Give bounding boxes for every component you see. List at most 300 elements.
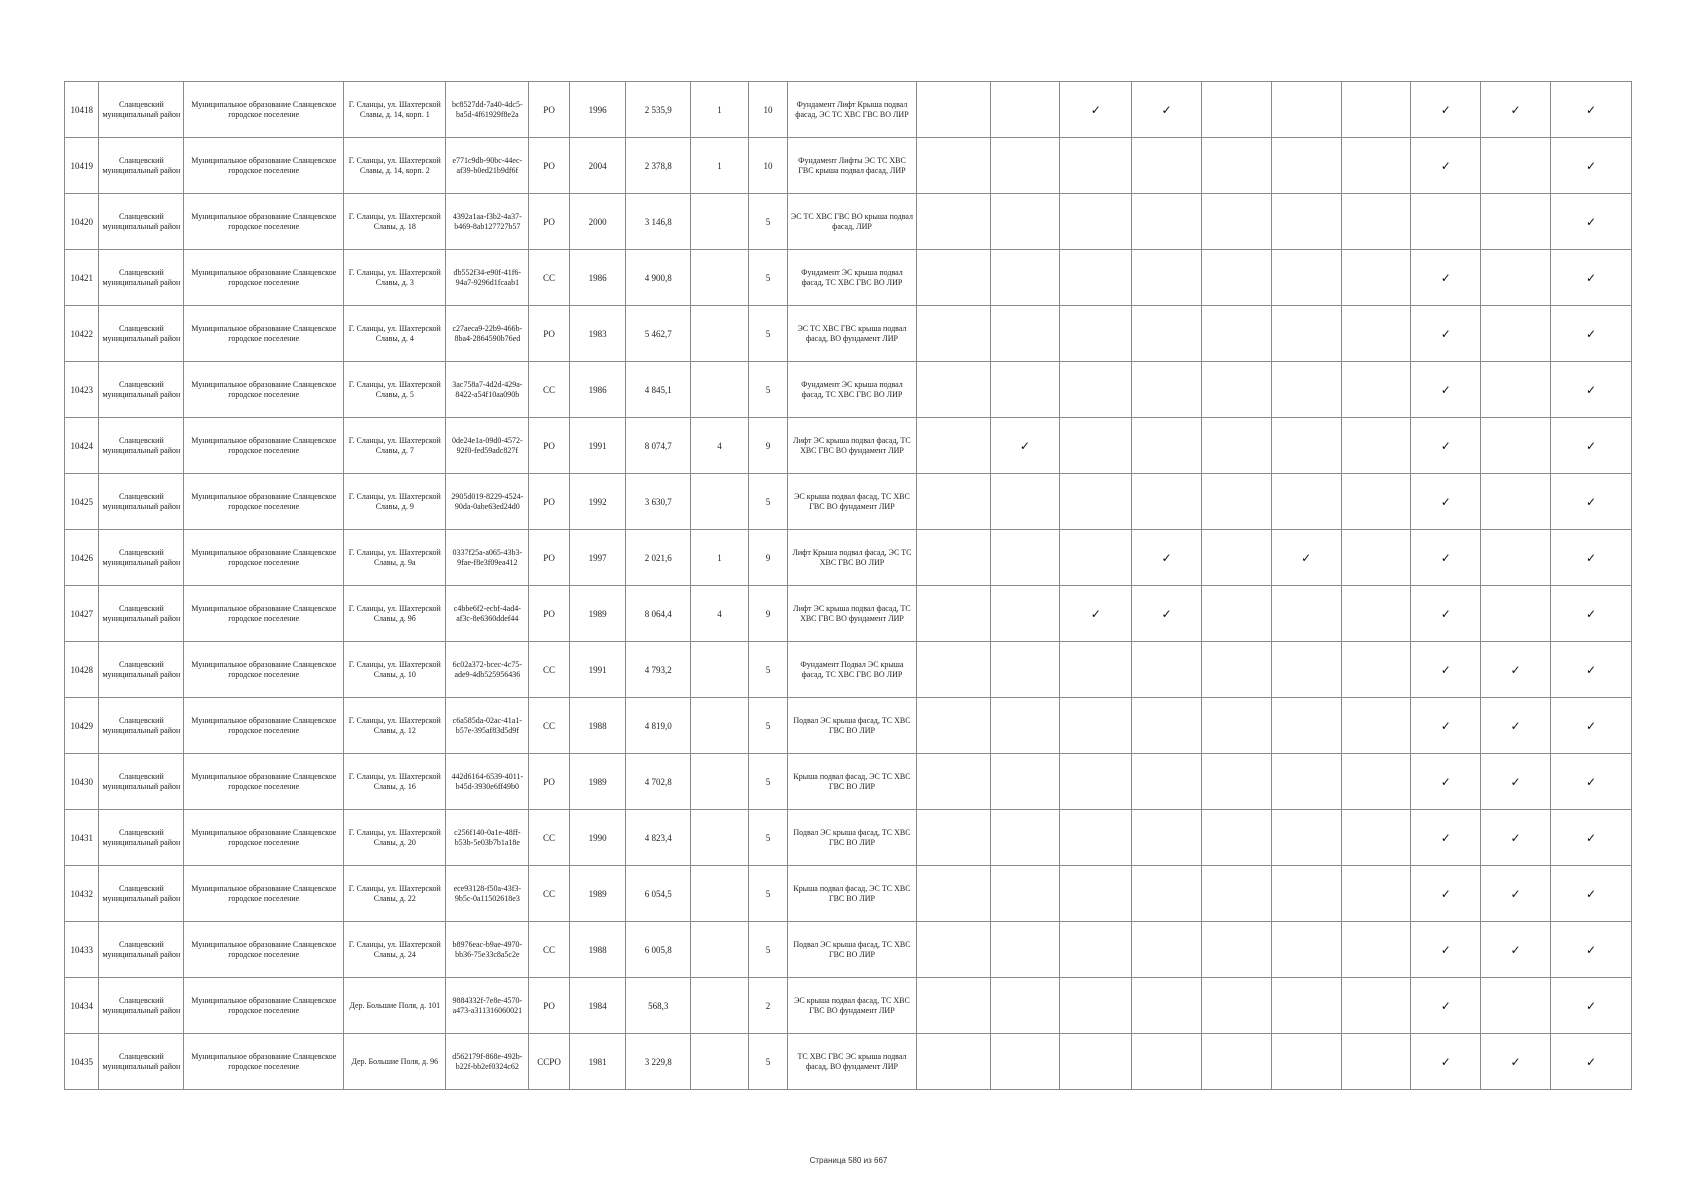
district-cell: Сланцевский муниципальный район [99, 418, 184, 474]
row-id-cell: 10422 [65, 306, 99, 362]
work-check-cell-5 [1201, 418, 1271, 474]
work-check-cell-8 [1411, 810, 1481, 866]
checkmark-icon: ✓ [1585, 1054, 1596, 1069]
work-check-cell-3 [1060, 754, 1132, 810]
checkmark-icon: ✓ [1440, 158, 1451, 173]
year-cell: 1988 [569, 922, 626, 978]
guid-cell: 2905d019-8229-4524-90da-0abe63ed24d0 [446, 474, 529, 530]
address-cell: Г. Сланцы, ул. Шахтерской Славы, д. 4 [344, 306, 446, 362]
checkmark-icon: ✓ [1585, 326, 1596, 341]
work-check-cell-10 [1550, 1034, 1631, 1090]
year-cell: 1989 [569, 866, 626, 922]
work-check-cell-2 [990, 642, 1060, 698]
work-check-cell-4 [1132, 362, 1202, 418]
work-check-cell-9 [1481, 138, 1551, 194]
work-check-cell-10 [1550, 474, 1631, 530]
work-check-cell-8 [1411, 530, 1481, 586]
floors-cell: 2 [748, 978, 787, 1034]
works-cell: Фундамент Лифты ЭС ТС ХВС ГВС крыша подвал фасад, ЛИР [788, 138, 916, 194]
year-cell: 2004 [569, 138, 626, 194]
work-check-cell-8 [1411, 698, 1481, 754]
work-check-cell-3 [1060, 978, 1132, 1034]
work-check-cell-9 [1481, 922, 1551, 978]
checkmark-icon: ✓ [1585, 214, 1596, 229]
checkmark-icon: ✓ [1585, 886, 1596, 901]
area-cell: 4 702,8 [626, 754, 691, 810]
work-check-cell-6 [1271, 194, 1341, 250]
checkmark-icon: ✓ [1585, 494, 1596, 509]
work-check-cell-6 [1271, 250, 1341, 306]
works-cell: ЭС ТС ХВС ГВС ВО крыша подвал фасад, ЛИР [788, 194, 916, 250]
floors-cell: 5 [748, 362, 787, 418]
work-check-cell-4 [1132, 418, 1202, 474]
row-id-cell: 10430 [65, 754, 99, 810]
area-cell: 2 021,6 [626, 530, 691, 586]
checkmark-icon: ✓ [1440, 998, 1451, 1013]
year-cell: 1983 [569, 306, 626, 362]
checkmark-icon: ✓ [1440, 102, 1451, 117]
work-check-cell-1 [916, 698, 990, 754]
works-cell: Лифт ЭС крыша подвал фасад, ТС ХВС ГВС ВО фундамент ЛИР [788, 418, 916, 474]
work-check-cell-9 [1481, 362, 1551, 418]
table-row [65, 810, 1632, 866]
guid-cell: 4392a1aa-f3b2-4a37-b469-8ab127727b57 [446, 194, 529, 250]
year-cell: 1996 [569, 82, 626, 138]
work-check-cell-4 [1132, 138, 1202, 194]
work-check-cell-10 [1550, 362, 1631, 418]
work-check-cell-6 [1271, 530, 1341, 586]
work-check-cell-10 [1550, 866, 1631, 922]
checkmark-icon: ✓ [1090, 102, 1101, 117]
work-check-cell-4 [1132, 586, 1202, 642]
work-check-cell-3 [1060, 642, 1132, 698]
work-check-cell-7 [1341, 1034, 1411, 1090]
guid-cell: c6a585da-02ac-41a1-b57e-395af83d5d9f [446, 698, 529, 754]
checkmark-icon: ✓ [1510, 102, 1521, 117]
table-row [65, 194, 1632, 250]
work-check-cell-7 [1341, 922, 1411, 978]
building-type-cell: РО [529, 978, 569, 1034]
work-check-cell-7 [1341, 250, 1411, 306]
work-check-cell-4 [1132, 82, 1202, 138]
work-check-cell-4 [1132, 250, 1202, 306]
work-check-cell-3 [1060, 810, 1132, 866]
work-check-cell-3 [1060, 1034, 1132, 1090]
work-check-cell-8 [1411, 978, 1481, 1034]
building-type-cell: СС [529, 866, 569, 922]
year-cell: 2000 [569, 194, 626, 250]
lifts-cell: 4 [691, 586, 749, 642]
district-cell: Сланцевский муниципальный район [99, 362, 184, 418]
work-check-cell-1 [916, 810, 990, 866]
table-row [65, 138, 1632, 194]
building-type-cell: РО [529, 306, 569, 362]
row-id-cell: 10431 [65, 810, 99, 866]
work-check-cell-3 [1060, 138, 1132, 194]
address-cell: Г. Сланцы, ул. Шахтерской Славы, д. 24 [344, 922, 446, 978]
area-cell: 4 900,8 [626, 250, 691, 306]
year-cell: 1992 [569, 474, 626, 530]
work-check-cell-3 [1060, 922, 1132, 978]
works-cell: Крыша подвал фасад, ЭС ТС ХВС ГВС ВО ЛИР [788, 866, 916, 922]
table-row [65, 922, 1632, 978]
municipality-cell: Муниципальное образование Сланцевское городское поселение [184, 474, 344, 530]
works-cell: ЭС крыша подвал фасад, ТС ХВС ГВС ВО фундамент ЛИР [788, 474, 916, 530]
checkmark-icon: ✓ [1585, 830, 1596, 845]
guid-cell: 0337f25a-a065-43b3-9fae-f8e3f09ea412 [446, 530, 529, 586]
municipality-cell: Муниципальное образование Сланцевское городское поселение [184, 810, 344, 866]
address-cell: Дер. Большие Поля, д. 101 [344, 978, 446, 1034]
work-check-cell-5 [1201, 586, 1271, 642]
work-check-cell-4 [1132, 866, 1202, 922]
municipality-cell: Муниципальное образование Сланцевское городское поселение [184, 698, 344, 754]
work-check-cell-2 [990, 474, 1060, 530]
checkmark-icon: ✓ [1161, 102, 1172, 117]
work-check-cell-7 [1341, 306, 1411, 362]
building-type-cell: РО [529, 82, 569, 138]
work-check-cell-2 [990, 194, 1060, 250]
checkmark-icon: ✓ [1585, 438, 1596, 453]
work-check-cell-8 [1411, 642, 1481, 698]
work-check-cell-1 [916, 586, 990, 642]
work-check-cell-9 [1481, 866, 1551, 922]
year-cell: 1989 [569, 586, 626, 642]
year-cell: 1986 [569, 250, 626, 306]
address-cell: Г. Сланцы, ул. Шахтерской Славы, д. 9 [344, 474, 446, 530]
checkmark-icon: ✓ [1510, 830, 1521, 845]
checkmark-icon: ✓ [1585, 606, 1596, 621]
work-check-cell-5 [1201, 138, 1271, 194]
work-check-cell-8 [1411, 362, 1481, 418]
work-check-cell-9 [1481, 754, 1551, 810]
year-cell: 1984 [569, 978, 626, 1034]
work-check-cell-6 [1271, 866, 1341, 922]
lifts-cell [691, 922, 749, 978]
area-cell: 4 819,0 [626, 698, 691, 754]
district-cell: Сланцевский муниципальный район [99, 194, 184, 250]
work-check-cell-8 [1411, 250, 1481, 306]
work-check-cell-2 [990, 362, 1060, 418]
table-row [65, 82, 1632, 138]
work-check-cell-1 [916, 978, 990, 1034]
work-check-cell-6 [1271, 586, 1341, 642]
floors-cell: 9 [748, 530, 787, 586]
guid-cell: 6c02a372-bcec-4c75-ade9-4db525956436 [446, 642, 529, 698]
table-body [65, 82, 1632, 1090]
checkmark-icon: ✓ [1440, 326, 1451, 341]
area-cell: 2 535,9 [626, 82, 691, 138]
building-type-cell: СС [529, 362, 569, 418]
area-cell: 5 462,7 [626, 306, 691, 362]
address-cell: Г. Сланцы, ул. Шахтерской Славы, д. 12 [344, 698, 446, 754]
floors-cell: 5 [748, 194, 787, 250]
work-check-cell-9 [1481, 530, 1551, 586]
work-check-cell-1 [916, 418, 990, 474]
work-check-cell-4 [1132, 306, 1202, 362]
area-cell: 6 005,8 [626, 922, 691, 978]
work-check-cell-4 [1132, 810, 1202, 866]
work-check-cell-10 [1550, 250, 1631, 306]
year-cell: 1981 [569, 1034, 626, 1090]
checkmark-icon: ✓ [1161, 606, 1172, 621]
district-cell: Сланцевский муниципальный район [99, 82, 184, 138]
works-cell: Подвал ЭС крыша фасад, ТС ХВС ГВС ВО ЛИР [788, 922, 916, 978]
checkmark-icon: ✓ [1510, 718, 1521, 733]
work-check-cell-5 [1201, 530, 1271, 586]
work-check-cell-10 [1550, 698, 1631, 754]
work-check-cell-10 [1550, 82, 1631, 138]
guid-cell: bc8527dd-7a40-4dc5-ba5d-4f61929f8e2a [446, 82, 529, 138]
works-cell: Лифт Крыша подвал фасад, ЭС ТС ХВС ГВС ВО ЛИР [788, 530, 916, 586]
work-check-cell-4 [1132, 978, 1202, 1034]
work-check-cell-3 [1060, 474, 1132, 530]
checkmark-icon: ✓ [1440, 382, 1451, 397]
work-check-cell-5 [1201, 642, 1271, 698]
guid-cell: e771c9db-90bc-44ec-af39-b0ed21b9df6f [446, 138, 529, 194]
work-check-cell-2 [990, 922, 1060, 978]
work-check-cell-4 [1132, 754, 1202, 810]
address-cell: Г. Сланцы, ул. Шахтерской Славы, д. 18 [344, 194, 446, 250]
work-check-cell-5 [1201, 922, 1271, 978]
building-type-cell: РО [529, 586, 569, 642]
work-check-cell-5 [1201, 866, 1271, 922]
checkmark-icon: ✓ [1585, 158, 1596, 173]
work-check-cell-5 [1201, 698, 1271, 754]
work-check-cell-8 [1411, 82, 1481, 138]
guid-cell: d562179f-868e-492b-b22f-bb2ef0324c62 [446, 1034, 529, 1090]
works-cell: Фундамент Подвал ЭС крыша фасад, ТС ХВС ГВС ВО ЛИР [788, 642, 916, 698]
year-cell: 1991 [569, 418, 626, 474]
work-check-cell-9 [1481, 642, 1551, 698]
checkmark-icon: ✓ [1440, 438, 1451, 453]
checkmark-icon: ✓ [1510, 1054, 1521, 1069]
housing-table [64, 81, 1632, 1090]
work-check-cell-9 [1481, 474, 1551, 530]
work-check-cell-7 [1341, 754, 1411, 810]
work-check-cell-5 [1201, 362, 1271, 418]
work-check-cell-6 [1271, 1034, 1341, 1090]
work-check-cell-1 [916, 194, 990, 250]
building-type-cell: СС [529, 810, 569, 866]
table-row [65, 754, 1632, 810]
checkmark-icon: ✓ [1585, 718, 1596, 733]
work-check-cell-2 [990, 138, 1060, 194]
work-check-cell-3 [1060, 250, 1132, 306]
work-check-cell-9 [1481, 810, 1551, 866]
checkmark-icon: ✓ [1440, 270, 1451, 285]
row-id-cell: 10435 [65, 1034, 99, 1090]
municipality-cell: Муниципальное образование Сланцевское городское поселение [184, 418, 344, 474]
work-check-cell-5 [1201, 810, 1271, 866]
work-check-cell-10 [1550, 194, 1631, 250]
work-check-cell-2 [990, 866, 1060, 922]
work-check-cell-8 [1411, 306, 1481, 362]
work-check-cell-10 [1550, 810, 1631, 866]
work-check-cell-10 [1550, 306, 1631, 362]
year-cell: 1986 [569, 362, 626, 418]
area-cell: 568,3 [626, 978, 691, 1034]
work-check-cell-3 [1060, 306, 1132, 362]
building-type-cell: РО [529, 754, 569, 810]
work-check-cell-7 [1341, 978, 1411, 1034]
municipality-cell: Муниципальное образование Сланцевское городское поселение [184, 82, 344, 138]
municipality-cell: Муниципальное образование Сланцевское городское поселение [184, 866, 344, 922]
table-row [65, 418, 1632, 474]
work-check-cell-3 [1060, 866, 1132, 922]
year-cell: 1989 [569, 754, 626, 810]
guid-cell: ece93128-f50a-43f3-9b5c-0a11502618e3 [446, 866, 529, 922]
work-check-cell-7 [1341, 586, 1411, 642]
area-cell: 6 054,5 [626, 866, 691, 922]
address-cell: Г. Сланцы, ул. Шахтерской Славы, д. 10 [344, 642, 446, 698]
row-id-cell: 10434 [65, 978, 99, 1034]
work-check-cell-2 [990, 978, 1060, 1034]
work-check-cell-6 [1271, 922, 1341, 978]
work-check-cell-8 [1411, 922, 1481, 978]
floors-cell: 5 [748, 810, 787, 866]
work-check-cell-4 [1132, 642, 1202, 698]
address-cell: Г. Сланцы, ул. Шахтерской Славы, д. 7 [344, 418, 446, 474]
work-check-cell-2 [990, 698, 1060, 754]
address-cell: Дер. Большие Поля, д. 96 [344, 1034, 446, 1090]
works-cell: Фундамент ЭС крыша подвал фасад, ТС ХВС ГВС ВО ЛИР [788, 250, 916, 306]
lifts-cell [691, 306, 749, 362]
work-check-cell-5 [1201, 306, 1271, 362]
work-check-cell-5 [1201, 1034, 1271, 1090]
address-cell: Г. Сланцы, ул. Шахтерской Славы, д. 9б [344, 586, 446, 642]
district-cell: Сланцевский муниципальный район [99, 754, 184, 810]
guid-cell: b8976eac-b9ae-4970-bb36-75e33c8a5c2e [446, 922, 529, 978]
municipality-cell: Муниципальное образование Сланцевское городское поселение [184, 530, 344, 586]
work-check-cell-4 [1132, 474, 1202, 530]
row-id-cell: 10429 [65, 698, 99, 754]
row-id-cell: 10420 [65, 194, 99, 250]
work-check-cell-2 [990, 250, 1060, 306]
building-type-cell: РО [529, 418, 569, 474]
work-check-cell-1 [916, 922, 990, 978]
district-cell: Сланцевский муниципальный район [99, 922, 184, 978]
work-check-cell-1 [916, 474, 990, 530]
address-cell: Г. Сланцы, ул. Шахтерской Славы, д. 14, корп. 2 [344, 138, 446, 194]
work-check-cell-3 [1060, 586, 1132, 642]
work-check-cell-5 [1201, 754, 1271, 810]
row-id-cell: 10423 [65, 362, 99, 418]
table-row [65, 698, 1632, 754]
checkmark-icon: ✓ [1440, 774, 1451, 789]
work-check-cell-10 [1550, 418, 1631, 474]
address-cell: Г. Сланцы, ул. Шахтерской Славы, д. 9а [344, 530, 446, 586]
area-cell: 2 378,8 [626, 138, 691, 194]
work-check-cell-10 [1550, 530, 1631, 586]
work-check-cell-7 [1341, 82, 1411, 138]
work-check-cell-1 [916, 1034, 990, 1090]
work-check-cell-5 [1201, 250, 1271, 306]
lifts-cell [691, 978, 749, 1034]
work-check-cell-7 [1341, 194, 1411, 250]
checkmark-icon: ✓ [1161, 550, 1172, 565]
municipality-cell: Муниципальное образование Сланцевское городское поселение [184, 194, 344, 250]
checkmark-icon: ✓ [1440, 830, 1451, 845]
work-check-cell-1 [916, 138, 990, 194]
work-check-cell-7 [1341, 698, 1411, 754]
address-cell: Г. Сланцы, ул. Шахтерской Славы, д. 22 [344, 866, 446, 922]
district-cell: Сланцевский муниципальный район [99, 642, 184, 698]
work-check-cell-3 [1060, 82, 1132, 138]
municipality-cell: Муниципальное образование Сланцевское городское поселение [184, 362, 344, 418]
guid-cell: db552f34-e90f-41f6-94a7-9296d1fcaab1 [446, 250, 529, 306]
district-cell: Сланцевский муниципальный район [99, 250, 184, 306]
work-check-cell-7 [1341, 418, 1411, 474]
guid-cell: c256f140-0a1e-48ff-b53b-5e03b7b1a18e [446, 810, 529, 866]
work-check-cell-5 [1201, 474, 1271, 530]
work-check-cell-6 [1271, 306, 1341, 362]
work-check-cell-1 [916, 82, 990, 138]
floors-cell: 10 [748, 82, 787, 138]
works-cell: Фундамент Лифт Крыша подвал фасад, ЭС ТС ХВС ГВС ВО ЛИР [788, 82, 916, 138]
guid-cell: c27aeca9-22b9-466b-8ba4-2864590b76ed [446, 306, 529, 362]
area-cell: 8 074,7 [626, 418, 691, 474]
lifts-cell: 1 [691, 530, 749, 586]
work-check-cell-2 [990, 418, 1060, 474]
table-row [65, 362, 1632, 418]
work-check-cell-7 [1341, 866, 1411, 922]
work-check-cell-1 [916, 250, 990, 306]
work-check-cell-9 [1481, 418, 1551, 474]
checkmark-icon: ✓ [1440, 662, 1451, 677]
district-cell: Сланцевский муниципальный район [99, 586, 184, 642]
area-cell: 3 146,8 [626, 194, 691, 250]
floors-cell: 10 [748, 138, 787, 194]
work-check-cell-1 [916, 306, 990, 362]
work-check-cell-8 [1411, 194, 1481, 250]
year-cell: 1997 [569, 530, 626, 586]
work-check-cell-10 [1550, 642, 1631, 698]
checkmark-icon: ✓ [1090, 606, 1101, 621]
lifts-cell [691, 474, 749, 530]
work-check-cell-10 [1550, 978, 1631, 1034]
row-id-cell: 10418 [65, 82, 99, 138]
address-cell: Г. Сланцы, ул. Шахтерской Славы, д. 20 [344, 810, 446, 866]
municipality-cell: Муниципальное образование Сланцевское городское поселение [184, 1034, 344, 1090]
row-id-cell: 10424 [65, 418, 99, 474]
work-check-cell-7 [1341, 474, 1411, 530]
work-check-cell-3 [1060, 698, 1132, 754]
work-check-cell-7 [1341, 138, 1411, 194]
work-check-cell-6 [1271, 82, 1341, 138]
work-check-cell-1 [916, 754, 990, 810]
checkmark-icon: ✓ [1510, 942, 1521, 957]
work-check-cell-4 [1132, 698, 1202, 754]
district-cell: Сланцевский муниципальный район [99, 866, 184, 922]
floors-cell: 5 [748, 1034, 787, 1090]
checkmark-icon: ✓ [1440, 886, 1451, 901]
building-type-cell: СС [529, 642, 569, 698]
lifts-cell [691, 1034, 749, 1090]
lifts-cell [691, 642, 749, 698]
district-cell: Сланцевский муниципальный район [99, 306, 184, 362]
floors-cell: 5 [748, 922, 787, 978]
row-id-cell: 10419 [65, 138, 99, 194]
lifts-cell [691, 250, 749, 306]
work-check-cell-9 [1481, 586, 1551, 642]
district-cell: Сланцевский муниципальный район [99, 138, 184, 194]
works-cell: ТС ХВС ГВС ЭС крыша подвал фасад, ВО фундамент ЛИР [788, 1034, 916, 1090]
work-check-cell-6 [1271, 418, 1341, 474]
work-check-cell-9 [1481, 250, 1551, 306]
works-cell: ЭС крыша подвал фасад, ТС ХВС ГВС ВО фундамент ЛИР [788, 978, 916, 1034]
building-type-cell: СС [529, 250, 569, 306]
floors-cell: 9 [748, 418, 787, 474]
